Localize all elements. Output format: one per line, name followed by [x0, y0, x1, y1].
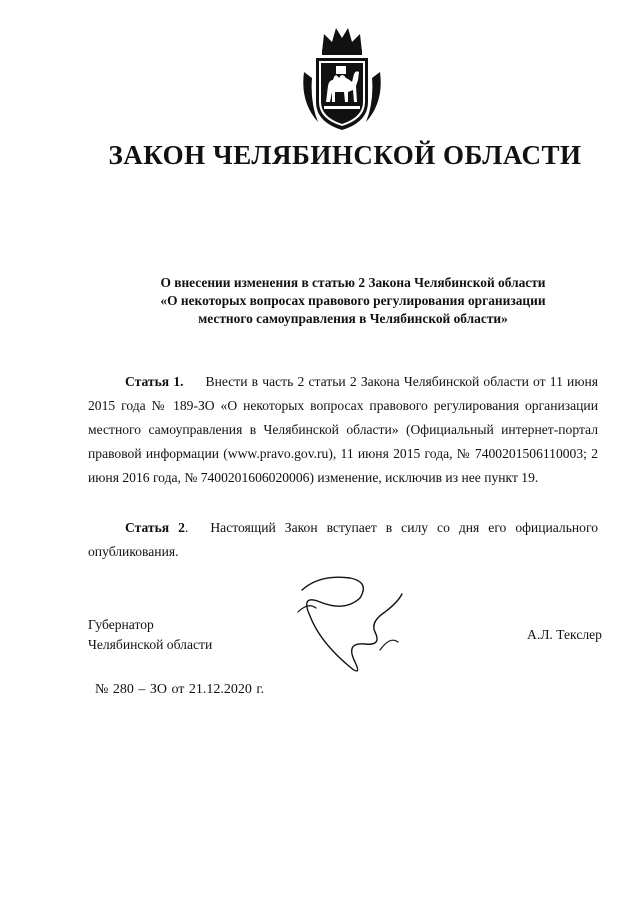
position-line: Губернатор	[88, 617, 154, 632]
article-text: Настоящий Закон вступает в силу со дня его официального опубликования.	[88, 520, 598, 559]
registration-number: № 280 – ЗО от 21.12.2020 г.	[95, 682, 265, 697]
article-2: Статья 2. Настоящий Закон вступает в силу со дня его официального опубликования.	[88, 520, 598, 559]
subject-line: «О некоторых вопросах правового регулирования организации	[160, 293, 546, 308]
handwritten-signature	[290, 572, 415, 684]
law-title: ЗАКОН ЧЕЛЯБИНСКОЙ ОБЛАСТИ	[108, 140, 582, 170]
article-text: Внести в часть 2 статьи 2 Закона Челябинской области от 11 июня 2015 года № 189-ЗО «О некоторых вопросах правового регулирования организации местного самоуправления в Челябинской области» (Официальный интернет-портал правовой информации (www.pravo.gov.ru), 11 июня 2015 года, № 7400201506110003; 2 июня 2016 года, № 7400201606020006) изменение, исключив из нее пункт 19.	[88, 374, 599, 485]
article-label: Статья 2	[125, 520, 185, 535]
subject-line: местного самоуправления в Челябинской области»	[198, 311, 508, 326]
chelyabinsk-coat-of-arms-icon	[302, 22, 382, 134]
law-subject	[90, 274, 616, 328]
position-line: Челябинской области	[88, 637, 213, 652]
article-label: Статья 1.	[125, 374, 184, 389]
article-1	[88, 370, 598, 490]
governor-position	[88, 615, 212, 655]
subject-line: О внесении изменения в статью 2 Закона Челябинской области	[160, 275, 546, 290]
governor-name: А.Л. Текслер	[527, 627, 602, 642]
